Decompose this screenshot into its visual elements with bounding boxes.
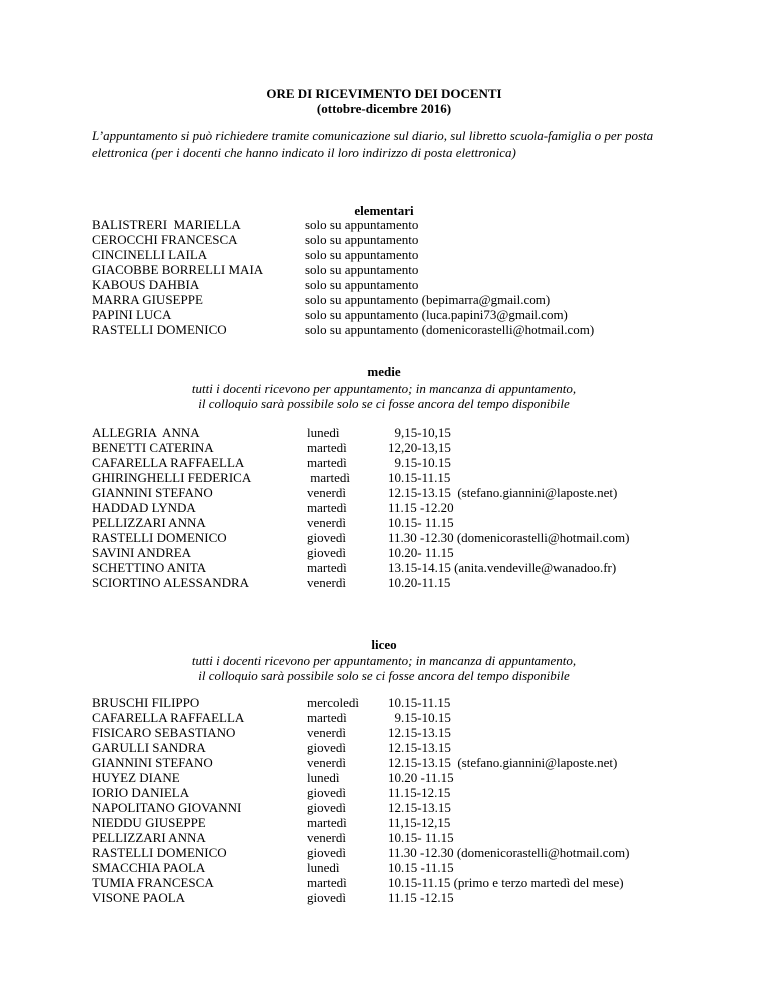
appointment-note: solo su appuntamento (domenicorastelli@hotmail.com) xyxy=(305,322,595,337)
teacher-row xyxy=(0,785,768,800)
reception-day: venerdì xyxy=(307,575,346,590)
teacher-name: ALLEGRIA ANNA xyxy=(92,425,200,440)
appointment-note: solo su appuntamento xyxy=(305,232,419,247)
reception-time: 10.15-11.15 xyxy=(388,470,451,485)
teacher-row xyxy=(0,262,768,277)
reception-day: giovedì xyxy=(307,530,346,545)
teacher-name: PELLIZZARI ANNA xyxy=(92,515,206,530)
teacher-name: NIEDDU GIUSEPPE xyxy=(92,815,206,830)
reception-time: 10.20- 11.15 xyxy=(388,545,454,560)
teacher-name: VISONE PAOLA xyxy=(92,890,186,905)
teacher-row xyxy=(0,815,768,830)
reception-time: 12.15-13.15 xyxy=(388,740,451,755)
teacher-row xyxy=(0,470,768,485)
reception-time: 10.15- 11.15 xyxy=(388,515,454,530)
teacher-name: IORIO DANIELA xyxy=(92,785,190,800)
teacher-name: BRUSCHI FILIPPO xyxy=(92,695,200,710)
reception-time: 9.15-10.15 xyxy=(388,710,451,725)
teacher-name: SMACCHIA PAOLA xyxy=(92,860,206,875)
reception-day: venerdì xyxy=(307,830,346,845)
intro-paragraph: L’appuntamento si può richiedere tramite comunicazione sul diario, sul libretto scuola-famiglia o per posta elettronica (per i docenti che hanno indicato il loro indirizzo di posta elettronica) xyxy=(92,128,654,160)
teacher-row xyxy=(0,217,768,232)
reception-day: mercoledì xyxy=(307,695,359,710)
document-title: ORE DI RICEVIMENTO DEI DOCENTI xyxy=(266,86,502,101)
teacher-name: KABOUS DAHBIA xyxy=(92,277,200,292)
teacher-row xyxy=(0,425,768,440)
teacher-name: CAFARELLA RAFFAELLA xyxy=(92,710,245,725)
teacher-name: GIACOBBE BORRELLI MAIA xyxy=(92,262,264,277)
teacher-name: SAVINI ANDREA xyxy=(92,545,192,560)
teacher-name: GARULLI SANDRA xyxy=(92,740,206,755)
reception-time: 10.15-11.15 (primo e terzo martedì del mese) xyxy=(388,875,624,890)
appointment-note: solo su appuntamento xyxy=(305,277,419,292)
reception-time: 12,20-13,15 xyxy=(388,440,451,455)
reception-time: 11.30 -12.30 (domenicorastelli@hotmail.com) xyxy=(388,845,630,860)
teacher-name: HADDAD LYNDA xyxy=(92,500,196,515)
reception-day: lunedì xyxy=(307,770,340,785)
teacher-row xyxy=(0,890,768,905)
teacher-name: CAFARELLA RAFFAELLA xyxy=(92,455,245,470)
reception-day: venerdì xyxy=(307,485,346,500)
reception-day: martedì xyxy=(307,560,347,575)
liceo-list xyxy=(0,695,768,905)
reception-time: 10.15- 11.15 xyxy=(388,830,454,845)
liceo-note-line1: tutti i docenti ricevono per appuntamento; in mancanza di appuntamento, xyxy=(191,653,577,668)
reception-time: 11.15-12.15 xyxy=(388,785,451,800)
teacher-row xyxy=(0,695,768,710)
medie-list xyxy=(0,425,768,590)
document-subtitle: (ottobre-dicembre 2016) xyxy=(316,101,452,116)
liceo-note-line2: il colloquio sarà possibile solo se ci fosse ancora del tempo disponibile xyxy=(198,668,570,683)
reception-day: venerdì xyxy=(307,755,346,770)
teacher-name: GIANNINI STEFANO xyxy=(92,755,213,770)
appointment-note: solo su appuntamento (bepimarra@gmail.com) xyxy=(305,292,551,307)
reception-day: martedì xyxy=(307,470,350,485)
appointment-note: solo su appuntamento xyxy=(305,262,419,277)
teacher-name: BENETTI CATERINA xyxy=(92,440,214,455)
reception-time: 13.15-14.15 (anita.vendeville@wanadoo.fr) xyxy=(388,560,617,575)
reception-day: venerdì xyxy=(307,725,346,740)
teacher-row xyxy=(0,247,768,262)
teacher-name: HUYEZ DIANE xyxy=(92,770,180,785)
teacher-row xyxy=(0,485,768,500)
teacher-row xyxy=(0,755,768,770)
reception-day: martedì xyxy=(307,500,347,515)
reception-day: martedì xyxy=(307,440,347,455)
reception-time: 9,15-10,15 xyxy=(388,425,451,440)
teacher-name: CINCINELLI LAILA xyxy=(92,247,208,262)
teacher-row xyxy=(0,277,768,292)
teacher-name: SCHETTINO ANITA xyxy=(92,560,207,575)
teacher-name: SCIORTINO ALESSANDRA xyxy=(92,575,250,590)
teacher-name: CEROCCHI FRANCESCA xyxy=(92,232,238,247)
section-title-medie: medie xyxy=(367,364,401,379)
teacher-row xyxy=(0,232,768,247)
reception-day: lunedì xyxy=(307,425,340,440)
teacher-row xyxy=(0,800,768,815)
teacher-name: GIANNINI STEFANO xyxy=(92,485,213,500)
teacher-row xyxy=(0,455,768,470)
reception-time: 11.15 -12.20 xyxy=(388,500,454,515)
reception-time: 11,15-12,15 xyxy=(388,815,451,830)
teacher-row xyxy=(0,307,768,322)
teacher-row xyxy=(0,725,768,740)
teacher-row xyxy=(0,875,768,890)
reception-time: 10.15-11.15 xyxy=(388,695,451,710)
teacher-row xyxy=(0,500,768,515)
reception-day: giovedì xyxy=(307,740,346,755)
teacher-row xyxy=(0,515,768,530)
teacher-row xyxy=(0,740,768,755)
reception-day: martedì xyxy=(307,815,347,830)
teacher-name: RASTELLI DOMENICO xyxy=(92,322,227,337)
reception-time: 10.15 -11.15 xyxy=(388,860,454,875)
teacher-row xyxy=(0,292,768,307)
reception-day: martedì xyxy=(307,875,347,890)
appointment-note: solo su appuntamento xyxy=(305,217,419,232)
section-title-liceo: liceo xyxy=(371,637,397,652)
teacher-row xyxy=(0,530,768,545)
reception-day: lunedì xyxy=(307,860,340,875)
teacher-row xyxy=(0,845,768,860)
medie-note-line2: il colloquio sarà possibile solo se ci fosse ancora del tempo disponibile xyxy=(198,396,570,411)
teacher-row xyxy=(0,322,768,337)
teacher-name: RASTELLI DOMENICO xyxy=(92,845,227,860)
reception-time: 12.15-13.15 xyxy=(388,725,451,740)
reception-day: martedì xyxy=(307,710,347,725)
teacher-name: GHIRINGHELLI FEDERICA xyxy=(92,470,252,485)
reception-day: martedì xyxy=(307,455,347,470)
teacher-name: TUMIA FRANCESCA xyxy=(92,875,214,890)
teacher-row xyxy=(0,860,768,875)
teacher-name: NAPOLITANO GIOVANNI xyxy=(92,800,242,815)
reception-time: 12.15-13.15 (stefano.giannini@laposte.net) xyxy=(388,755,618,770)
medie-note-line1: tutti i docenti ricevono per appuntamento; in mancanza di appuntamento, xyxy=(191,381,577,396)
teacher-name: PAPINI LUCA xyxy=(92,307,172,322)
reception-time: 9.15-10.15 xyxy=(388,455,451,470)
reception-day: giovedì xyxy=(307,785,346,800)
section-title-elementari: elementari xyxy=(354,203,414,218)
reception-time: 10.20-11.15 xyxy=(388,575,451,590)
reception-day: giovedì xyxy=(307,800,346,815)
reception-day: giovedì xyxy=(307,545,346,560)
teacher-name: MARRA GIUSEPPE xyxy=(92,292,203,307)
teacher-row xyxy=(0,440,768,455)
teacher-name: BALISTRERI MARIELLA xyxy=(92,217,241,232)
teacher-row xyxy=(0,770,768,785)
teacher-row xyxy=(0,545,768,560)
teacher-row xyxy=(0,575,768,590)
reception-time: 12.15-13.15 xyxy=(388,800,451,815)
teacher-name: RASTELLI DOMENICO xyxy=(92,530,227,545)
reception-time: 10.20 -11.15 xyxy=(388,770,454,785)
teacher-row xyxy=(0,830,768,845)
reception-day: giovedì xyxy=(307,845,346,860)
appointment-note: solo su appuntamento xyxy=(305,247,419,262)
appointment-note: solo su appuntamento (luca.papini73@gmail.com) xyxy=(305,307,568,322)
elementari-list xyxy=(0,217,768,337)
teacher-row xyxy=(0,710,768,725)
reception-time: 11.15 -12.15 xyxy=(388,890,454,905)
reception-day: venerdì xyxy=(307,515,346,530)
reception-time: 12.15-13.15 (stefano.giannini@laposte.net) xyxy=(388,485,618,500)
teacher-row xyxy=(0,560,768,575)
teacher-name: FISICARO SEBASTIANO xyxy=(92,725,236,740)
reception-time: 11.30 -12.30 (domenicorastelli@hotmail.com) xyxy=(388,530,630,545)
reception-day: giovedì xyxy=(307,890,346,905)
teacher-name: PELLIZZARI ANNA xyxy=(92,830,206,845)
